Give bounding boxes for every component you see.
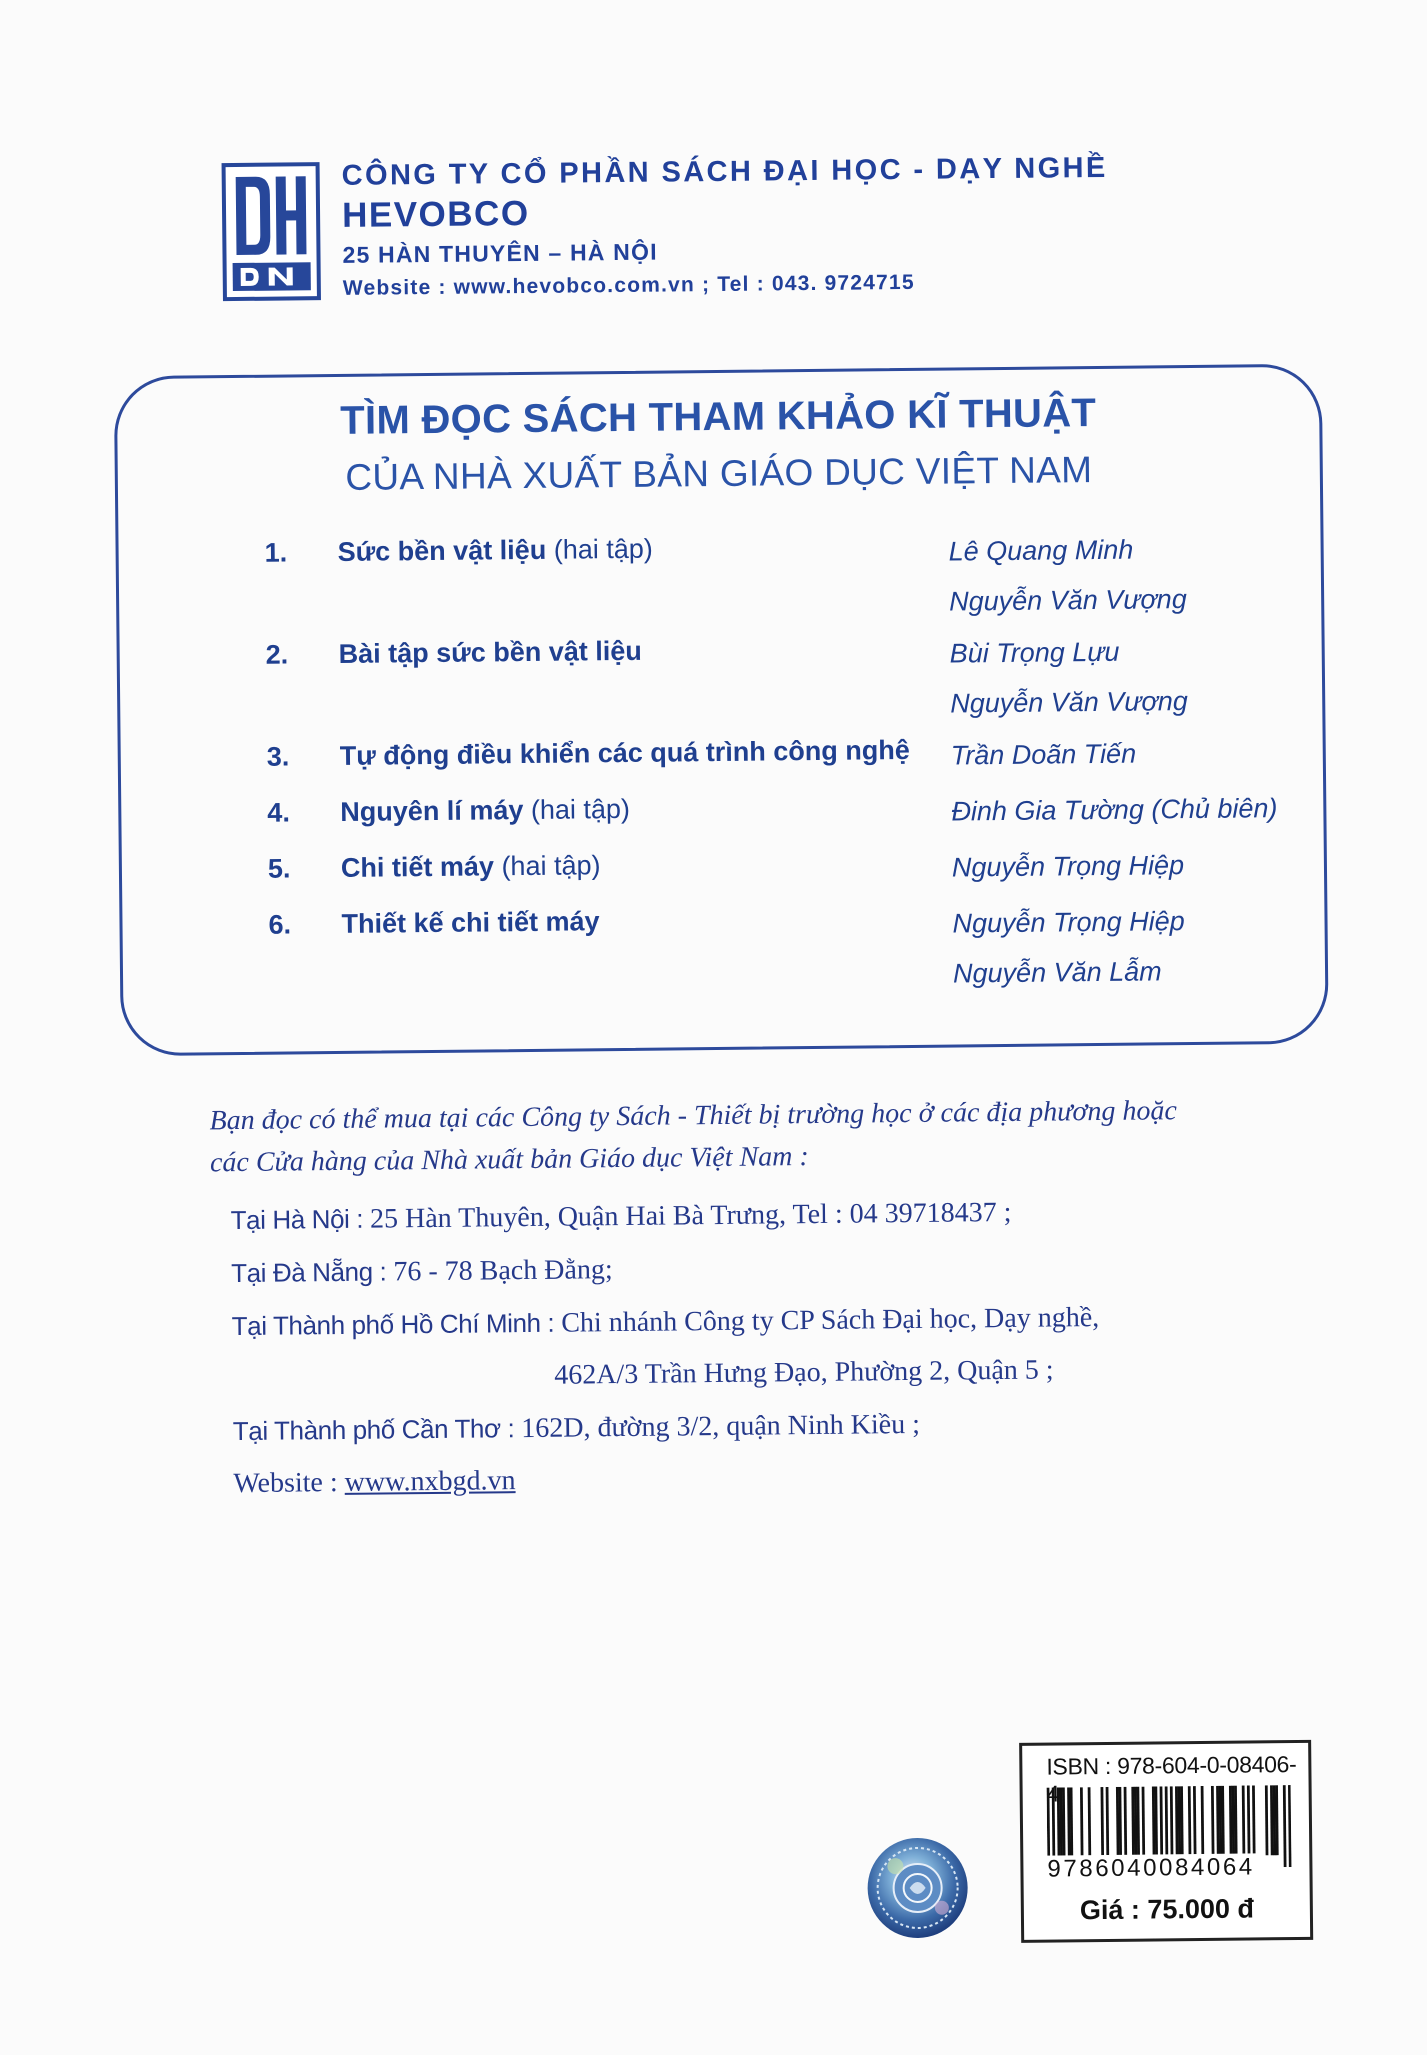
isbn-barcode-block xyxy=(1019,1740,1313,1943)
box-title: TÌM ĐỌC SÁCH THAM KHẢO KĨ THUẬT xyxy=(340,391,1097,443)
barcode-bar xyxy=(1252,1785,1256,1855)
barcode-bar xyxy=(1247,1785,1251,1855)
barcode-bar xyxy=(1088,1787,1092,1857)
where-to-buy xyxy=(209,1088,1343,1510)
book-title: Sức bền vật liệu (hai tập) xyxy=(337,533,653,567)
address-hcm: Tại Thành phố Hồ Chí Minh : Chi nhánh Công ty CP Sách Đại học, Dạy nghề, xyxy=(231,1302,1100,1342)
barcode-bar xyxy=(1242,1786,1246,1856)
book-title: Bài tập sức bền vật liệu xyxy=(338,635,642,669)
publisher-header xyxy=(221,150,1123,309)
intro-paragraph: Bạn đọc có thể mua tại các Công ty Sách - Thiết bị trường học ở các địa phương hoặc các Cửa hàng của Nhà xuất bản Giáo dục Việt Nam : xyxy=(209,1095,1177,1179)
barcode-bar xyxy=(1142,1787,1146,1857)
isbn-number: ISBN : 978-604-0-08406-4 xyxy=(1046,1750,1297,1780)
website-link[interactable]: www.nxbgd.vn xyxy=(344,1465,516,1498)
box-subtitle: CỦA NHÀ XUẤT BẢN GIÁO DỤC VIỆT NAM xyxy=(345,449,1093,498)
barcode-bar xyxy=(1124,1787,1128,1857)
book-item xyxy=(121,787,1323,828)
book-authors xyxy=(949,626,1188,728)
book-authors xyxy=(952,840,1185,892)
book-author: Nguyễn Văn Vượng xyxy=(950,686,1188,719)
book-number: 6. xyxy=(268,909,292,940)
book-authors xyxy=(951,729,1137,781)
book-item xyxy=(120,629,1322,719)
hologram-seal-icon xyxy=(865,1835,970,1940)
barcode-bar xyxy=(1265,1785,1269,1855)
book-number: 3. xyxy=(266,741,290,772)
barcode-bar xyxy=(1283,1785,1287,1867)
publisher-text xyxy=(341,150,1109,306)
book-item xyxy=(122,843,1324,884)
barcode-bar xyxy=(1201,1786,1205,1856)
book-author: Bùi Trọng Lựu xyxy=(949,636,1120,669)
barcode-bar xyxy=(1106,1787,1110,1857)
book-title: Thiết kế chi tiết máy xyxy=(341,906,600,939)
barcode-digits: 9786040084064 xyxy=(1045,1853,1257,1883)
publisher-address: 25 HÀN THUYÊN – HÀ NỘI xyxy=(342,238,658,268)
recommended-books-box xyxy=(114,364,1329,1057)
book-author: Nguyễn Văn Vượng xyxy=(949,584,1187,617)
address-danang: Tại Đà Nẵng : 76 - 78 Bạch Đằng; xyxy=(231,1254,613,1289)
book-number: 4. xyxy=(267,797,291,828)
address-hcm-continued: 462A/3 Trần Hưng Đạo, Phường 2, Quận 5 ; xyxy=(554,1354,1054,1391)
book-title: Nguyên lí máy (hai tập) xyxy=(340,793,631,827)
publisher-brand: HEVOBCO xyxy=(341,193,530,235)
barcode-bar xyxy=(1080,1787,1084,1857)
book-authors xyxy=(951,783,1278,836)
publisher-website-tel: Website : www.hevobco.com.vn ; Tel : 043. 9724715 xyxy=(342,270,915,300)
publisher-company: CÔNG TY CỔ PHẦN SÁCH ĐẠI HỌC - DẠY NGHỀ xyxy=(341,151,1108,192)
book-author: Nguyễn Trọng Hiệp xyxy=(951,850,1185,883)
book-list xyxy=(118,527,1320,989)
book-author: Trần Doãn Tiến xyxy=(950,738,1137,771)
dh-dn-logo-icon xyxy=(222,162,321,301)
barcode-bar xyxy=(1188,1786,1192,1856)
address-hanoi: Tại Hà Nội : 25 Hàn Thuyên, Quận Hai Bà Trưng, Tel : 04 39718437 ; xyxy=(230,1196,1012,1236)
book-authors xyxy=(952,896,1185,998)
barcode-bar xyxy=(1160,1786,1164,1856)
price-label: Giá : 75.000 đ xyxy=(1079,1893,1255,1926)
book-item xyxy=(122,899,1324,989)
address-cantho: Tại Thành phố Cần Thơ : 162D, đường 3/2, quận Ninh Kiều ; xyxy=(232,1408,921,1447)
book-number: 2. xyxy=(265,639,289,670)
book-authors xyxy=(948,524,1187,626)
book-number: 1. xyxy=(264,537,288,568)
book-author: Nguyễn Văn Lẫm xyxy=(952,956,1162,989)
book-author: Lê Quang Minh xyxy=(948,534,1134,567)
book-title: Tự động điều khiển các quá trình công nghệ xyxy=(339,734,910,771)
website-line: Website : www.nxbgd.vn xyxy=(233,1465,516,1500)
book-author: Đinh Gia Tường (Chủ biên) xyxy=(951,793,1278,827)
book-title: Chi tiết máy (hai tập) xyxy=(340,850,601,883)
barcode-bar xyxy=(1101,1787,1105,1857)
book-item xyxy=(121,731,1323,772)
barcode-bar xyxy=(1211,1786,1215,1856)
book-item xyxy=(118,527,1320,617)
barcode-bar xyxy=(1193,1786,1197,1856)
book-number: 5. xyxy=(267,853,291,884)
book-author: Nguyễn Trọng Hiệp xyxy=(952,906,1185,939)
